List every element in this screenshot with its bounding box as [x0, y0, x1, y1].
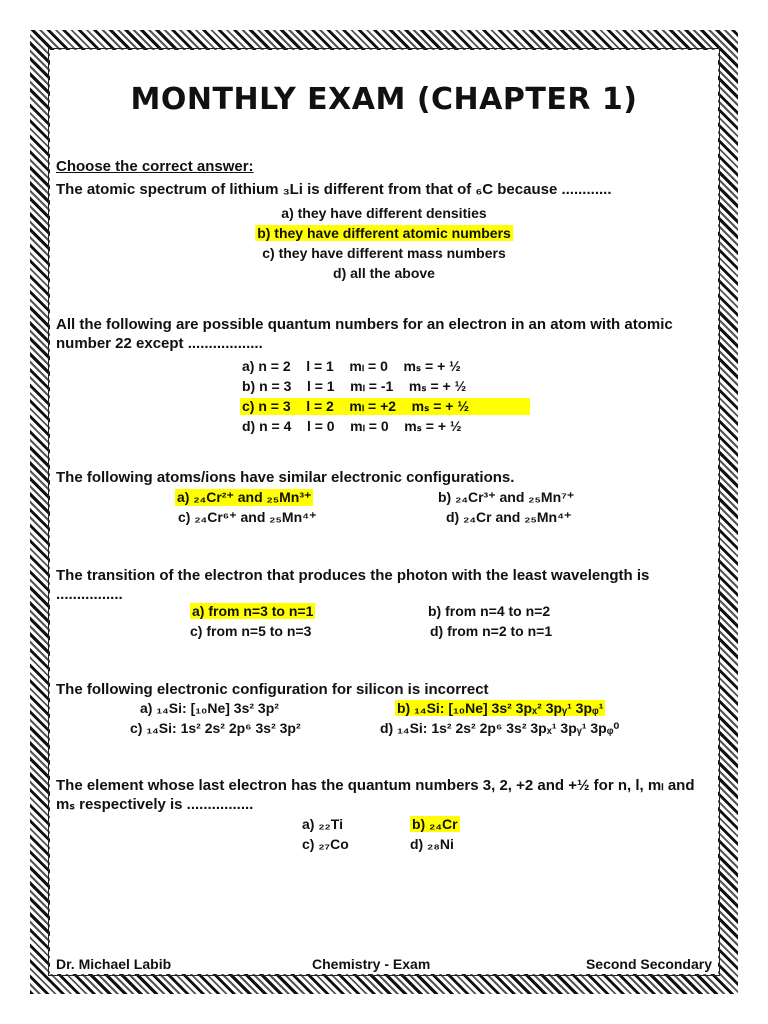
q5-option-b-correct: b) ₁₄Si: [₁₀Ne] 3s² 3pₓ² 3pᵧ¹ 3pᵩ¹ — [397, 700, 604, 716]
footer-author: Dr. Michael Labib — [56, 956, 172, 972]
footer-subject: Chemistry - Exam — [312, 956, 431, 972]
q6-option-d: d) ₂₈Ni — [410, 836, 454, 852]
q2-option-c-correct: c) n = 3 l = 2 mₗ = +2 mₛ = + ½ — [240, 398, 530, 415]
q3-option-a-correct: a) ₂₄Cr²⁺ and ₂₅Mn³⁺ — [177, 489, 312, 505]
q4-option-d: d) from n=2 to n=1 — [430, 623, 553, 639]
q4-option-c: c) from n=5 to n=3 — [190, 623, 312, 639]
question-3-stem: The following atoms/ions have similar electronic configurations. — [56, 469, 515, 486]
question-1-stem: The atomic spectrum of lithium ₃Li is different from that of ₆C because ............ — [56, 181, 612, 198]
q4-option-a-correct: a) from n=3 to n=1 — [192, 603, 314, 619]
question-2-stem: All the following are possible quantum numbers for an electron in an atom with atomic number 22 except .................. — [56, 316, 673, 352]
q1-option-a: a) they have different densities — [281, 205, 487, 221]
q5-option-d: d) ₁₄Si: 1s² 2s² 2p⁶ 3s² 3pₓ¹ 3pᵧ¹ 3pᵩ⁰ — [380, 720, 620, 736]
footer-grade: Second Secondary — [585, 956, 712, 972]
page-title: MONTHLY EXAM (CHAPTER 1) — [130, 82, 638, 117]
question-6-stem: The element whose last electron has the quantum numbers 3, 2, +2 and +½ for n, l, mₗ and mₛ respectively is ................ — [56, 777, 695, 813]
q2-option-a: a) n = 2 l = 1 mₗ = 0 mₛ = + ½ — [242, 358, 461, 374]
footer-divider — [50, 975, 718, 976]
instruction-heading: Choose the correct answer: — [56, 158, 254, 175]
q1-option-b-correct: b) they have different atomic numbers — [257, 225, 511, 241]
q6-option-b-correct: b) ₂₄Cr — [412, 816, 458, 832]
q6-option-a: a) ₂₂Ti — [302, 816, 343, 832]
q2-option-d: d) n = 4 l = 0 mₗ = 0 mₛ = + ½ — [242, 418, 462, 434]
question-5-stem: The following electronic configuration for silicon is incorrect — [56, 681, 489, 698]
q4-option-b: b) from n=4 to n=2 — [428, 603, 551, 619]
q6-option-c: c) ₂₇Co — [302, 836, 349, 852]
question-4-stem: The transition of the electron that produces the photon with the least wavelength is ................ — [56, 567, 650, 603]
q3-option-d: d) ₂₄Cr and ₂₅Mn⁴⁺ — [446, 509, 572, 525]
q5-option-a: a) ₁₄Si: [₁₀Ne] 3s² 3p² — [140, 700, 279, 716]
q1-option-c: c) they have different mass numbers — [262, 245, 506, 261]
q3-option-c: c) ₂₄Cr⁶⁺ and ₂₅Mn⁴⁺ — [178, 509, 317, 525]
q5-option-c: c) ₁₄Si: 1s² 2s² 2p⁶ 3s² 3p² — [130, 720, 301, 736]
q1-option-d: d) all the above — [333, 265, 435, 281]
q3-option-b: b) ₂₄Cr³⁺ and ₂₅Mn⁷⁺ — [438, 489, 575, 505]
q2-option-b: b) n = 3 l = 1 mₗ = -1 mₛ = + ½ — [242, 378, 467, 394]
